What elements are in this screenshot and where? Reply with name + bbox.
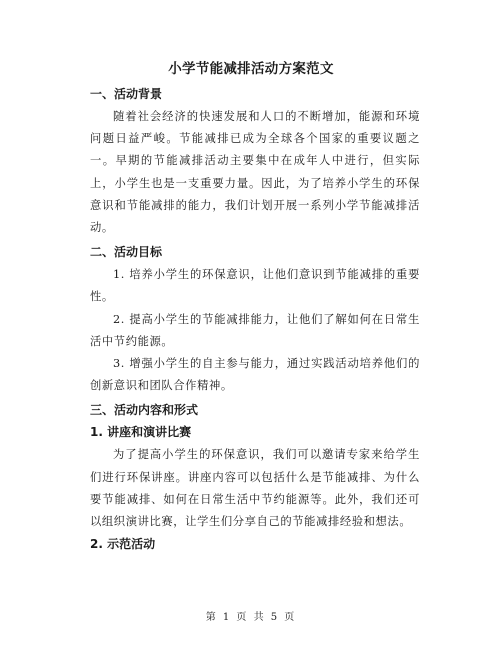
document-body (90, 84, 420, 556)
paragraph-lecture: 为了提高小学生的环保意识，我们可以邀请专家来给学生们进行环保讲座。讲座内容可以包括什么是节能减排、为什么要节能减排、如何在日常生活中节约能源等。此外，我们还可以组织演讲比赛，让学生们分享自己的节能减排经验和想法。 (90, 448, 420, 529)
section-heading-content: 三、活动内容和形式 (90, 403, 199, 418)
page-title: 小学节能减排活动方案范文 (168, 61, 334, 77)
paragraph-goal-2: 2. 提高小学生的节能减排能力，让他们了解如何在日常生活中节约能源。 (90, 312, 420, 348)
section-heading-background: 一、活动背景 (90, 87, 163, 101)
subsection-heading-demo: 2. 示范活动 (90, 537, 156, 552)
subsection-heading-lecture: 1. 讲座和演讲比赛 (90, 425, 192, 440)
paragraph-goal-1: 1. 培养小学生的环保意识，让他们意识到节能减排的重要性。 (90, 268, 420, 304)
section-heading-goals: 二、活动目标 (90, 245, 163, 260)
page-footer: 第 1 页 共 5 页 (205, 612, 297, 623)
paragraph-goal-3: 3. 增强小学生的自主参与能力，通过实践活动培养他们的创新意识和团队合作精神。 (90, 357, 420, 393)
paragraph-background: 随着社会经济的快速发展和人口的不断增加，能源和环境问题日益严峻。节能减排已成为全球各个国家的重要议题之一。早期的节能减排活动主要集中在成年人中进行，但实际上，小学生也是一支重要力量。因此，为了培养小学生的环保意识和节能减排的能力，我们计划开展一系列小学节能减排活动。 (90, 110, 420, 235)
